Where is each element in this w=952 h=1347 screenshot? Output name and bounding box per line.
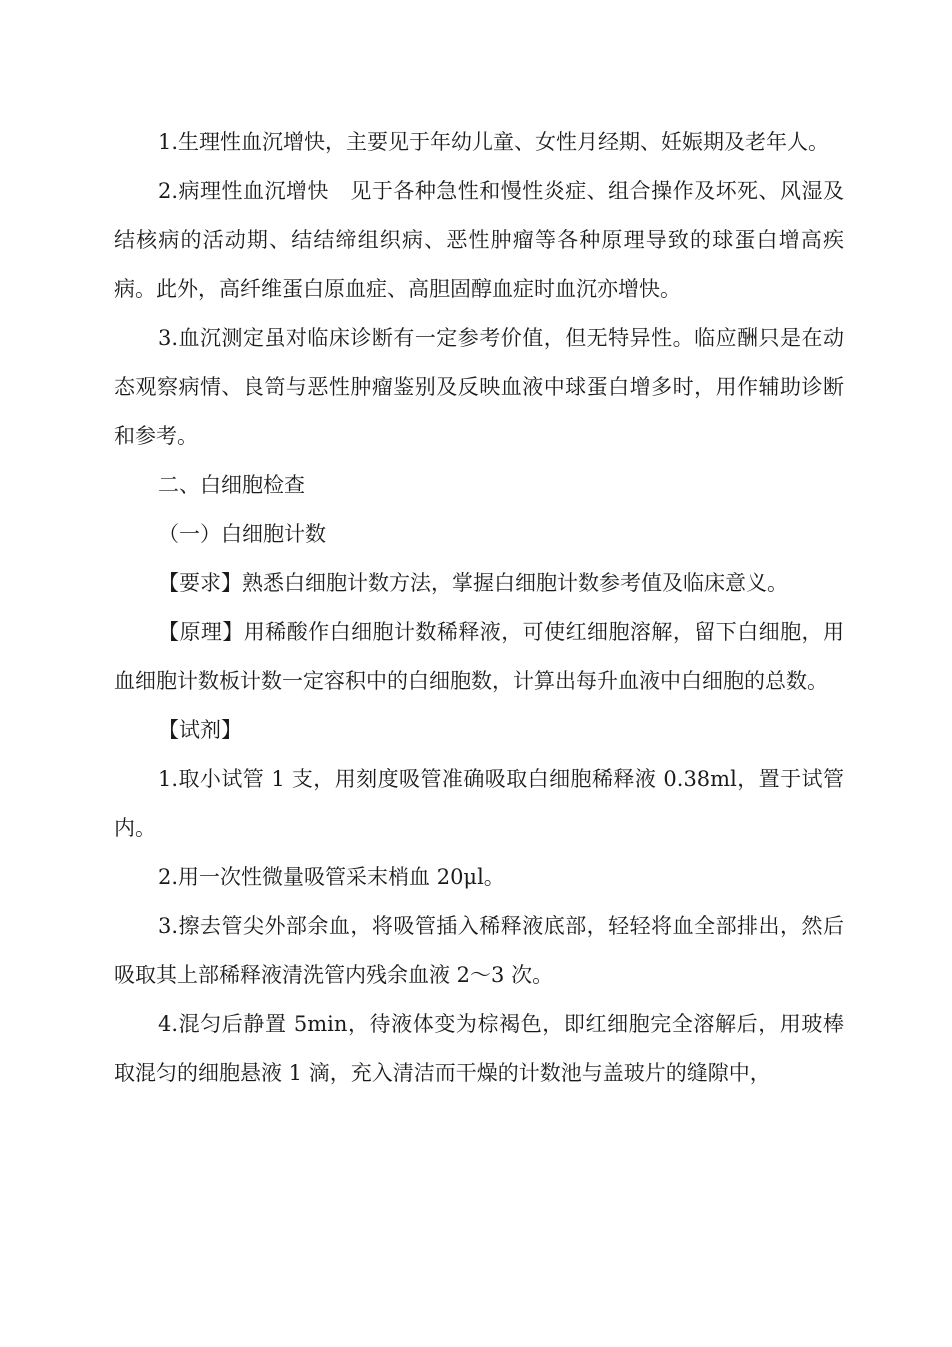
document-page [114, 118, 844, 1098]
paragraph-requirements: 【要求】熟悉白细胞计数方法，掌握白细胞计数参考值及临床意义。 [158, 571, 788, 595]
step-2: 2.用一次性微量吸管采末梢血 20μl。 [158, 865, 505, 889]
paragraph-principle: 【原理】用稀酸作白细胞计数稀释液，可使红细胞溶解，留下白细胞，用血细胞计数板计数一定容积中的白细胞数，计算出每升血液中白细胞的总数。 [114, 620, 844, 693]
paragraph-reagents-heading: 【试剂】 [158, 718, 242, 742]
paragraph-esr-diagnostic-value: 3.血沉测定虽对临床诊断有一定参考价值，但无特异性。临应酬只是在动态观察病情、良笥与恶性肿瘤鉴别及反映血液中球蛋白增多时，用作辅助诊断和参考。 [114, 326, 844, 448]
step-4: 4.混匀后静置 5min，待液体变为棕褐色，即红细胞完全溶解后，用玻棒取混匀的细胞悬液 1 滴，充入清洁而干燥的计数池与盖玻片的缝隙中， [114, 1012, 844, 1085]
subsection-heading-wbc-count: （一）白细胞计数 [158, 522, 326, 546]
paragraph-physiological-esr: 1.生理性血沉增快，主要见于年幼儿童、女性月经期、妊娠期及老年人。 [158, 130, 830, 154]
section-heading-wbc-exam: 二、白细胞检查 [158, 473, 305, 497]
paragraph-pathological-esr: 2.病理性血沉增快 见于各种急性和慢性炎症、组合操作及坏死、风湿及结核病的活动期、结结缔组织病、恶性肿瘤等各种原理导致的球蛋白增高疾病。此外，高纤维蛋白原血症、高胆固醇血症时血沉亦增快。 [114, 179, 844, 301]
step-1: 1.取小试管 1 支，用刻度吸管准确吸取白细胞稀释液 0.38ml，置于试管内。 [114, 767, 844, 840]
step-3: 3.擦去管尖外部余血，将吸管插入稀释液底部，轻轻将血全部排出，然后吸取其上部稀释液清洗管内残余血液 2～3 次。 [114, 914, 844, 987]
